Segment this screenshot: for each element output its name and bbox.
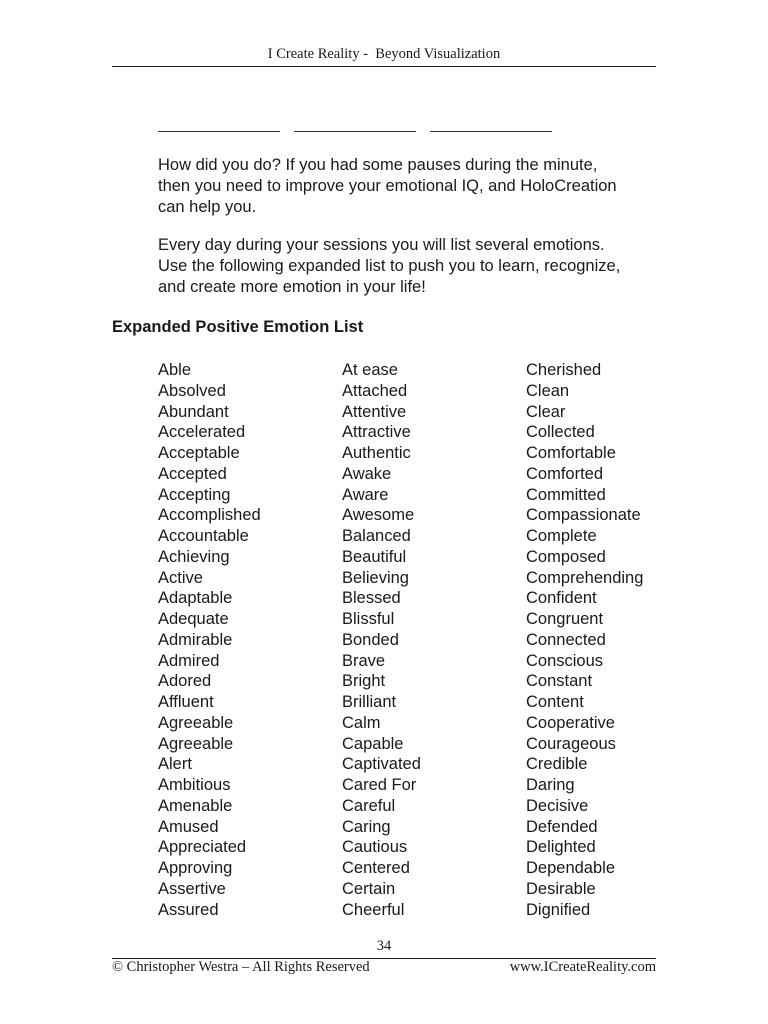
emotion-word: Captivated [342, 755, 421, 774]
emotion-word: Constant [526, 672, 593, 691]
website-url: www.ICreateReality.com [509, 959, 656, 975]
emotion-word: Clear [526, 402, 566, 421]
emotion-word: Active [158, 568, 203, 587]
emotion-word: Bonded [342, 630, 399, 649]
emotion-word: Attached [342, 381, 408, 400]
emotion-word: Awake [342, 464, 392, 483]
emotion-word: Accomplished [158, 506, 261, 525]
emotion-word: Able [158, 361, 192, 379]
emotion-word: Content [526, 693, 584, 711]
emotion-column-1 [158, 360, 261, 920]
emotion-word: Compassionate [526, 506, 641, 525]
emotion-word: Attentive [342, 402, 407, 421]
emotion-word: Aware [342, 485, 389, 504]
emotion-word: Authentic [342, 444, 411, 462]
emotion-word: Amenable [158, 796, 233, 815]
emotion-word: Delighted [526, 838, 596, 857]
emotion-word: Dependable [526, 859, 615, 877]
paragraph-line: How did you do? If you had some pauses during the minute, [158, 156, 598, 174]
emotion-word: Dignified [526, 900, 591, 919]
emotion-word: Achieving [158, 547, 230, 566]
answer-blank-2 [294, 131, 416, 132]
header-divider [112, 66, 656, 67]
emotion-word: Absolved [158, 381, 226, 400]
emotion-word: Blessed [342, 589, 401, 608]
emotion-word: At ease [342, 361, 398, 379]
copyright-notice: © Christopher Westra – All Rights Reserved [112, 959, 370, 975]
emotion-word: Caring [342, 817, 391, 836]
emotion-word: Agreeable [158, 734, 234, 753]
emotion-word: Believing [342, 568, 409, 587]
emotion-word: Complete [526, 527, 597, 545]
emotion-word: Accountable [158, 527, 249, 545]
paragraph-instructions [158, 235, 678, 298]
emotion-word: Bright [342, 672, 386, 691]
emotion-word: Brilliant [342, 693, 397, 711]
emotion-word: Assured [158, 900, 219, 919]
emotion-word: Capable [342, 734, 404, 753]
emotion-word: Ambitious [158, 776, 231, 794]
emotion-word: Comforted [526, 464, 604, 483]
emotion-word: Confident [526, 589, 597, 608]
emotion-word: Cautious [342, 838, 408, 857]
paragraph-line: Use the following expanded list to push you to learn, recognize, [158, 257, 621, 275]
emotion-word: Adored [158, 672, 212, 691]
emotion-word: Clean [526, 381, 570, 400]
emotion-word: Comprehending [526, 568, 644, 587]
emotion-word: Cheerful [342, 900, 405, 919]
emotion-word: Blissful [342, 610, 395, 628]
emotion-word: Accepted [158, 464, 227, 483]
page-number: 34 [376, 938, 392, 954]
emotion-word: Cared For [342, 776, 417, 794]
emotion-word: Adequate [158, 610, 229, 628]
emotion-word: Comfortable [526, 444, 616, 462]
emotion-word: Awesome [342, 506, 415, 525]
paragraph-line: Every day during your sessions you will list several emotions. [158, 236, 605, 254]
emotion-word: Committed [526, 485, 606, 504]
answer-blank-1 [158, 131, 280, 132]
emotion-word: Congruent [526, 610, 604, 628]
emotion-word: Daring [526, 776, 575, 794]
paragraph-line: then you need to improve your emotional IQ, and HoloCreation [158, 177, 617, 195]
emotion-word: Affluent [158, 693, 214, 711]
emotion-word: Connected [526, 630, 606, 649]
emotion-word: Alert [158, 755, 192, 774]
answer-blank-3 [430, 131, 552, 132]
emotion-word: Approving [158, 859, 233, 877]
paragraph-line: can help you. [158, 198, 257, 216]
emotion-word: Assertive [158, 879, 226, 898]
paragraph-line: and create more emotion in your life! [158, 278, 426, 296]
emotion-word: Calm [342, 713, 381, 732]
emotion-word: Accelerated [158, 423, 246, 442]
section-title: Expanded Positive Emotion List [112, 318, 364, 336]
emotion-word: Decisive [526, 796, 589, 815]
emotion-word: Acceptable [158, 444, 240, 462]
emotion-word: Certain [342, 879, 396, 898]
emotion-word: Cherished [526, 361, 602, 379]
emotion-word: Attractive [342, 423, 411, 442]
emotion-word: Conscious [526, 651, 604, 670]
emotion-word: Abundant [158, 402, 229, 421]
emotion-word: Admirable [158, 630, 233, 649]
emotion-word: Amused [158, 817, 219, 836]
emotion-word: Balanced [342, 527, 411, 545]
emotion-word: Careful [342, 796, 396, 815]
emotion-word: Beautiful [342, 547, 407, 566]
paragraph-results [158, 155, 678, 218]
emotion-word: Agreeable [158, 713, 234, 732]
emotion-word: Courageous [526, 734, 616, 753]
emotion-word: Composed [526, 547, 606, 566]
emotion-word: Accepting [158, 485, 231, 504]
emotion-word: Appreciated [158, 838, 247, 857]
emotion-word: Collected [526, 423, 595, 442]
emotion-word: Cooperative [526, 713, 615, 732]
emotion-column-3 [526, 360, 643, 920]
emotion-word: Centered [342, 859, 410, 877]
emotion-word: Admired [158, 651, 220, 670]
running-header: I Create Reality - Beyond Visualization [267, 46, 501, 62]
emotion-word: Credible [526, 755, 588, 774]
emotion-column-2 [342, 360, 421, 920]
emotion-word: Brave [342, 651, 386, 670]
emotion-word: Defended [526, 817, 598, 836]
emotion-word: Adaptable [158, 589, 233, 608]
emotion-word: Desirable [526, 879, 596, 898]
